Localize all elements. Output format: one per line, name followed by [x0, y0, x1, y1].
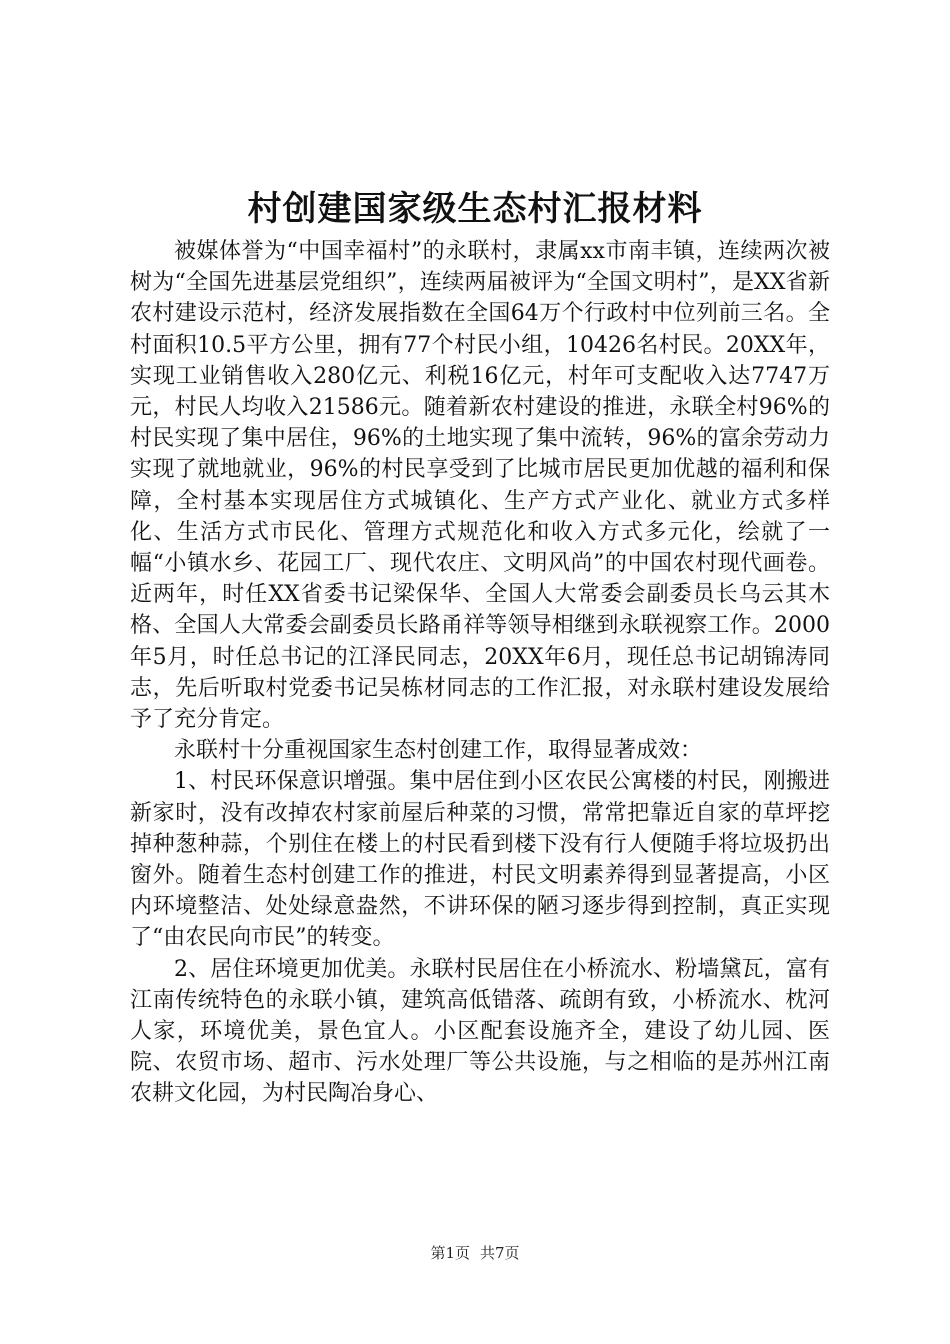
paragraph-point-2: 2、居住环境更加优美。永联村民居住在小桥流水、粉墙黛瓦，富有江南传统特色的永联小镇，建筑高低错落、疏朗有致，小桥流水、枕河人家，环境优美，景色宜人。小区配套设施齐全，建设了幼儿园、医院、农贸市场、超市、污水处理厂等公共设施，与之相临的是苏州江南农耕文化园，为村民陶冶身心、 [130, 956, 830, 1107]
document-title: 村创建国家级生态村汇报材料 [247, 189, 703, 229]
page-footer [0, 1243, 950, 1263]
paragraph-point-1: 1、村民环保意识增强。集中居住到小区农民公寓楼的村民，刚搬进新家时，没有改掉农村家前屋后种菜的习惯，常常把靠近自家的草坪挖掉种葱种蒜，个别住在楼上的村民看到楼下没有行人便随手将垃圾扔出窗外。随着生态村创建工作的推进，村民文明素养得到显著提高，小区内环境整洁、处处绿意盎然，不讲环保的陋习逐步得到控制，真正实现了“由农民向市民”的转变。 [130, 769, 830, 951]
page-number: 第1页 [430, 1244, 470, 1262]
document-body [130, 236, 830, 1110]
paragraph-achievements-lead: 永联村十分重视国家生态村创建工作，取得显著成效： [174, 738, 703, 764]
paragraph-intro: 被媒体誉为“中国幸福村”的永联村，隶属xx市南丰镇，连续两次被树为“全国先进基层党组织”，连续两届被评为“全国文明村”，是XX省新农村建设示范村，经济发展指数在全国64万个行政村中位列前三名。全村面积10.5平方公里，拥有77个村民小组，10426名村民。20XX年，实现工业销售收入280亿元、利税16亿元，村年可支配收入达7747万元，村民人均收入21586元。随着新农村建设的推进，永联全村96%的村民实现了集中居住，96%的土地实现了集中流转，96%的富余劳动力实现了就地就业，96%的村民享受到了比城市居民更加优越的福利和保障，全村基本实现居住方式城镇化、生产方式产业化、就业方式多样化、生活方式市民化、管理方式规范化和收入方式多元化，绘就了一幅“小镇水乡、花园工厂、现代农庄、文明风尚”的中国农村现代画卷。近两年，时任XX省委书记梁保华、全国人大常委会副委员长乌云其木格、全国人大常委会副委员长路甬祥等领导相继到永联视察工作。2000年5月，时任总书记的江泽民同志，20XX年6月，现任总书记胡锦涛同志，先后听取村党委书记吴栋材同志的工作汇报，对永联村建设发展给予了充分肯定。 [130, 239, 830, 733]
page-total: 共7页 [480, 1244, 520, 1262]
